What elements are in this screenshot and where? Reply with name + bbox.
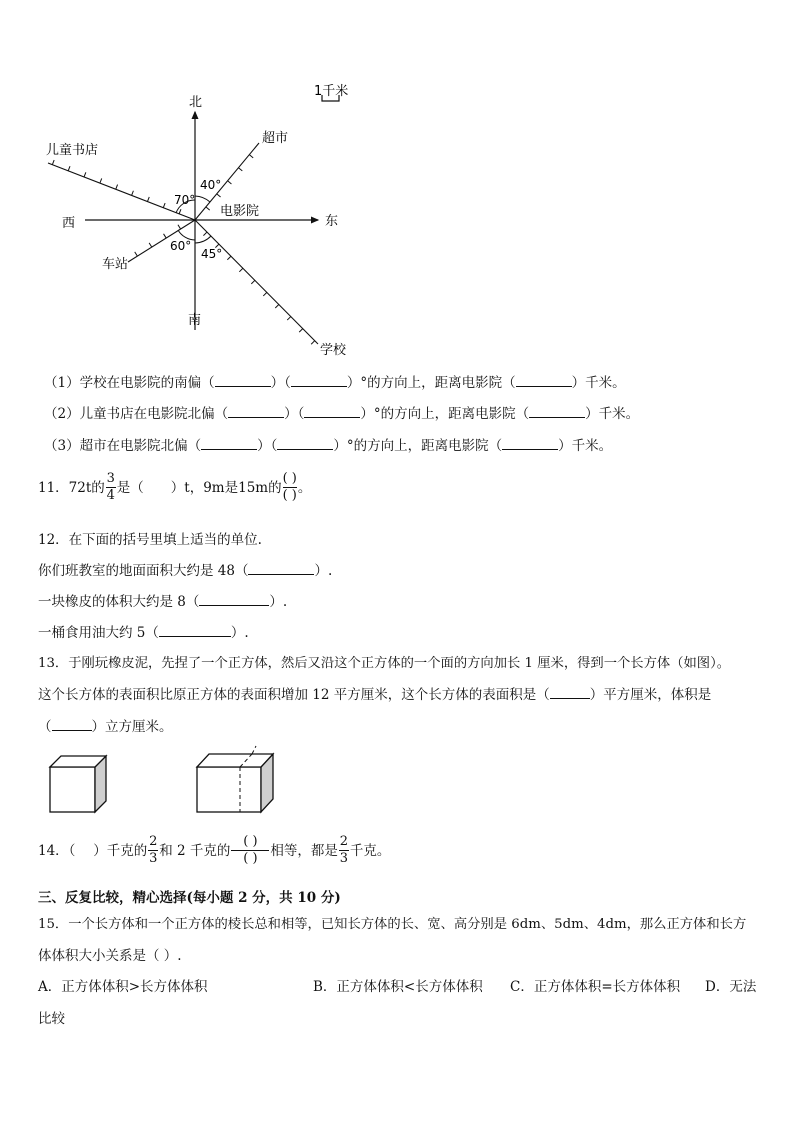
q15-option-d-cont: 比较: [38, 1011, 65, 1027]
scale-tick: [299, 329, 303, 333]
bookstore-label: 儿童书店: [46, 143, 99, 158]
scale-tick: [163, 203, 165, 208]
q10-sub1: （1）学校在电影院的南偏（ ）（ ）°的方向上，距离电影院（ ）千米。: [44, 375, 626, 391]
scale-tick: [178, 225, 181, 229]
scale-tick: [68, 166, 70, 171]
scale-tick: [164, 234, 167, 238]
q15-option-c[interactable]: C．正方体体积=长方体体积: [510, 979, 681, 995]
cube-figures: [0, 745, 794, 825]
q12-line1: 你们班教室的地面面积大约是 48（ ）.: [38, 563, 333, 579]
fraction-two-thirds: $\frac{2}{3}$: [339, 834, 349, 866]
station-label: 车站: [102, 257, 129, 272]
ray-school: [195, 220, 318, 344]
q13-line2: 这个长方体的表面积比原正方体的表面积增加 12 平方厘米，这个长方体的表面积是（ ）平方厘米，体积是: [38, 687, 712, 703]
scale-tick: [147, 197, 149, 202]
fraction-blank[interactable]: $\frac{( )}{( )}$: [231, 835, 269, 866]
blank[interactable]: [529, 405, 585, 418]
scale-tick: [84, 172, 86, 177]
north-label: 北: [189, 95, 203, 110]
cube: [50, 756, 106, 812]
angle-45-label: 45°: [201, 247, 223, 261]
blank[interactable]: [502, 437, 558, 450]
blank[interactable]: [159, 624, 231, 637]
q11: 11．72t的 $\frac{3}{4}$ 是（ ）t，9m是15m的 $\frac{( )}{( )}$ 。: [38, 471, 312, 503]
blank[interactable]: [550, 686, 590, 699]
q12-title: 12．在下面的括号里填上适当的单位.: [38, 532, 262, 548]
angle-60-label: 60°: [170, 239, 192, 253]
blank[interactable]: [277, 437, 333, 450]
scale-label: 1千米: [314, 84, 349, 99]
blank[interactable]: [516, 374, 572, 387]
scale-tick: [287, 317, 291, 321]
south-label: 南: [188, 313, 202, 328]
scale-tick: [135, 252, 138, 256]
supermarket-label: 超市: [262, 131, 289, 146]
scale-tick: [206, 207, 210, 210]
scale-tick: [228, 181, 232, 184]
school-label: 学校: [320, 343, 347, 358]
scale-tick: [239, 268, 243, 272]
cinema-label: 电影院: [220, 204, 260, 219]
scale-tick: [203, 232, 207, 236]
q14: 14．（ ）千克的 $\frac{2}{3}$ 和 2 千克的 $\frac{( )}{( )}$ 相等，都是 $\frac{2}{3}$ 千克。: [38, 834, 391, 866]
arc-45: [195, 236, 211, 243]
q15-line1: 15．一个长方体和一个正方体的棱长总和相等，已知长方体的长、宽、高分别是 6dm、5dm、4dm，那么正方体和长方: [38, 917, 747, 932]
scale-tick: [149, 243, 152, 247]
ray-bookstore: [48, 163, 195, 220]
q12-line2: 一块橡皮的体积大约是 8（ ）.: [38, 594, 288, 610]
scale-tick: [179, 209, 181, 214]
q15-option-a[interactable]: A．正方体体积>长方体体积: [38, 979, 208, 995]
east-label: 东: [325, 214, 339, 229]
blank[interactable]: [199, 593, 269, 606]
fraction-blank[interactable]: $\frac{( )}{( )}$: [282, 471, 297, 503]
blank[interactable]: [248, 562, 314, 575]
scale-tick: [227, 256, 231, 260]
direction-diagram: [0, 0, 794, 370]
blank[interactable]: [291, 374, 347, 387]
scale-tick: [263, 292, 267, 296]
blank[interactable]: [304, 405, 360, 418]
cuboid: [197, 746, 273, 812]
q12-line3: 一桶食用油大约 5（ ）.: [38, 625, 249, 641]
scale-tick: [275, 304, 279, 308]
scale-tick: [217, 194, 221, 197]
q15-option-b[interactable]: B．正方体体积<长方体体积: [313, 979, 483, 995]
q13-line3: （ ）立方厘米。: [38, 719, 173, 735]
west-label: 西: [62, 216, 76, 231]
arc-40: [195, 196, 210, 202]
section-3-title: 三、反复比较，精心选择(每小题 2 分，共 10 分): [38, 890, 341, 906]
q10-sub2: （2）儿童书店在电影院北偏（ ）（ ）°的方向上，距离电影院（ ）千米。: [44, 406, 640, 422]
scale-tick: [238, 168, 242, 171]
scale-tick: [52, 160, 54, 165]
scale-tick: [251, 280, 255, 284]
angle-70-label: 70°: [174, 193, 196, 207]
blank[interactable]: [201, 437, 257, 450]
scale-tick: [100, 178, 102, 183]
blank[interactable]: [228, 405, 284, 418]
q10-sub3: （3）超市在电影院北偏（ ）（ ）°的方向上，距离电影院（ ）千米。: [44, 438, 613, 454]
q15-line2: 体体积大小关系是（ ）.: [38, 948, 182, 964]
scale-tick: [311, 341, 315, 345]
scale-tick: [132, 191, 134, 196]
scale-tick: [249, 155, 253, 158]
scale-tick: [116, 185, 118, 190]
angle-40-label: 40°: [200, 178, 222, 192]
fraction-two-thirds: $\frac{2}{3}$: [149, 834, 158, 866]
blank[interactable]: [215, 374, 271, 387]
q15-option-d[interactable]: D．无法: [705, 979, 757, 995]
fraction-three-quarters: $\frac{3}{4}$: [106, 471, 115, 503]
blank[interactable]: [52, 718, 92, 731]
q13-line1: 13．于刚玩橡皮泥，先捏了一个正方体，然后又沿这个正方体的一个面的方向加长 1 厘米，得到一个长方体（如图）。: [38, 656, 731, 671]
